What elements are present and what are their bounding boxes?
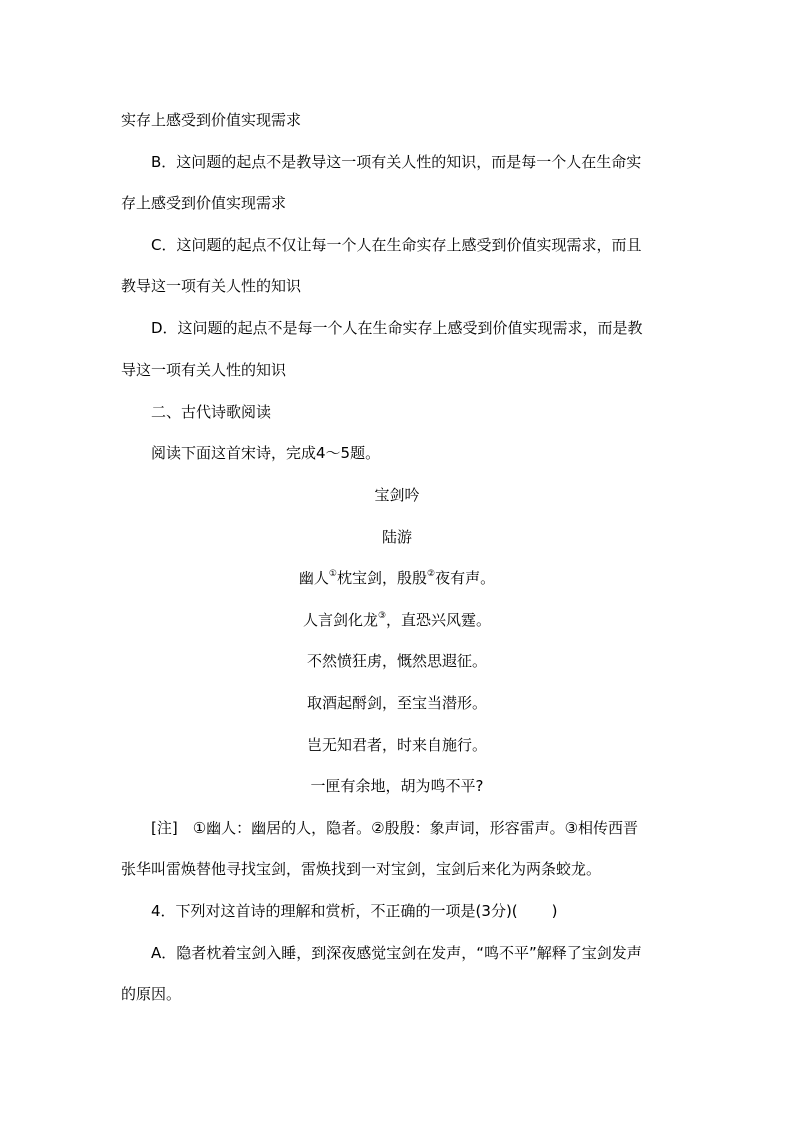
q4-option-a-line-2: 的原因。 bbox=[121, 985, 182, 1003]
option-c-line-1: C．这问题的起点不仅让每一个人在生命实存上感受到价值实现需求，而且 bbox=[151, 236, 642, 254]
footnote-marker-2: ② bbox=[427, 569, 436, 579]
poem-line-5: 岂无知君者，时来自施行。 bbox=[306, 736, 487, 754]
poem-line-4: 取酒起酹剑，至宝当潜形。 bbox=[306, 694, 487, 712]
poem-line-2-part-b: ，直恐兴风霆。 bbox=[386, 611, 492, 629]
option-d-line-1: D．这问题的起点不是每一个人在生命实存上感受到价值实现需求，而是教 bbox=[151, 319, 643, 337]
poem-author: 陆游 bbox=[381, 528, 412, 546]
q4-option-a-line-1: A．隐者枕着宝剑入睡，到深夜感觉宝剑在发声，“鸣不平”解释了宝剑发声 bbox=[151, 944, 642, 962]
footnote-marker-1: ① bbox=[328, 569, 337, 579]
poem-line-1 bbox=[0, 568, 794, 588]
poem-line-1-part-b: 枕宝剑，殷殷 bbox=[336, 569, 427, 587]
poem-line-3: 不然愤狂虏，慨然思遐征。 bbox=[306, 652, 487, 670]
question-4-close-paren: ) bbox=[551, 902, 558, 920]
poem-line-2-part-a: 人言剑化龙 bbox=[302, 611, 378, 629]
note-line-2: 张华叫雷焕替他寻找宝剑，雷焕找到一对宝剑，宝剑后来化为两条蛟龙。 bbox=[121, 860, 602, 878]
footnote-marker-3: ③ bbox=[377, 611, 387, 621]
poem-line-2 bbox=[0, 610, 794, 630]
option-c-line-2: 教导这一项有关人性的知识 bbox=[121, 277, 302, 295]
instruction: 阅读下面这首宋诗，完成4～5题。 bbox=[151, 444, 381, 462]
section-title: 二、古代诗歌阅读 bbox=[151, 403, 272, 421]
option-b-line-1: B．这问题的起点不是教导这一项有关人性的知识，而是每一个人在生命实 bbox=[151, 153, 642, 171]
poem-line-6: 一匣有余地，胡为鸣不平? bbox=[310, 777, 484, 795]
question-4-stem bbox=[151, 901, 558, 921]
option-d-line-2: 导这一项有关人性的知识 bbox=[121, 361, 287, 379]
poem-line-1-part-c: 夜有声。 bbox=[435, 569, 496, 587]
poem-line-1-part-a: 幽人 bbox=[298, 569, 329, 587]
note-line-1: [注] ①幽人：幽居的人，隐者。②殷殷：象声词，形容雷声。③相传西晋 bbox=[151, 819, 639, 837]
option-b-line-2: 存上感受到价值实现需求 bbox=[121, 194, 287, 212]
option-a-continuation: 实存上感受到价值实现需求 bbox=[121, 111, 302, 129]
poem-title: 宝剑吟 bbox=[374, 486, 420, 504]
question-4-text: 4．下列对这首诗的理解和赏析，不正确的一项是(3分)( bbox=[151, 902, 518, 920]
